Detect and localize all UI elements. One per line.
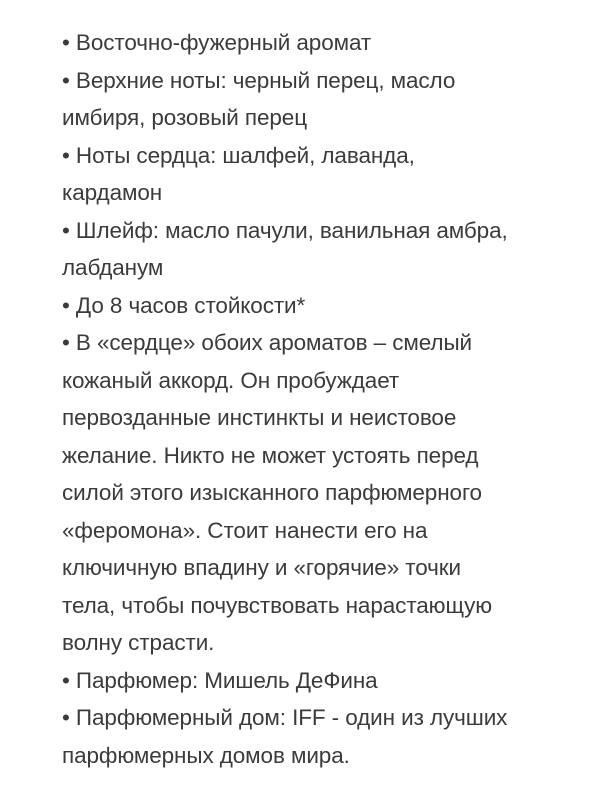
- description-line: кардамон: [62, 180, 163, 205]
- description-line: лабданум: [62, 255, 164, 280]
- description-line: имбиря, розовый перец: [62, 105, 307, 130]
- description-line: парфюмерных домов мира.: [62, 742, 350, 768]
- description-line: • Восточно-фужерный аромат: [62, 30, 372, 55]
- product-description: [62, 24, 582, 774]
- description-line: • В «сердце» обоих ароматов – смелый: [62, 330, 473, 355]
- description-line: • Верхние ноты: черный перец, масло: [62, 67, 456, 93]
- description-line: • Парфюмерный дом: IFF - один из лучших: [62, 705, 508, 730]
- description-line: • До 8 часов стойкости*: [62, 292, 306, 318]
- description-line: силой этого изысканного парфюмерного: [62, 480, 482, 505]
- description-line: волну страсти.: [62, 630, 215, 655]
- description-line: тела, чтобы почувствовать нарастающую: [62, 592, 493, 618]
- description-line: кожаный аккорд. Он пробуждает: [62, 367, 400, 393]
- description-line: желание. Никто не может устоять перед: [62, 442, 479, 468]
- description-line: ключичную впадину и «горячие» точки: [62, 555, 461, 580]
- description-line: • Ноты сердца: шалфей, лаванда,: [62, 142, 415, 168]
- description-line: • Парфюмер: Мишель ДеФина: [62, 667, 378, 693]
- description-line: «феромона». Стоит нанести его на: [62, 517, 428, 543]
- description-line: первозданные инстинкты и неистовое: [62, 405, 457, 430]
- description-line: • Шлейф: масло пачули, ванильная амбра,: [62, 217, 508, 243]
